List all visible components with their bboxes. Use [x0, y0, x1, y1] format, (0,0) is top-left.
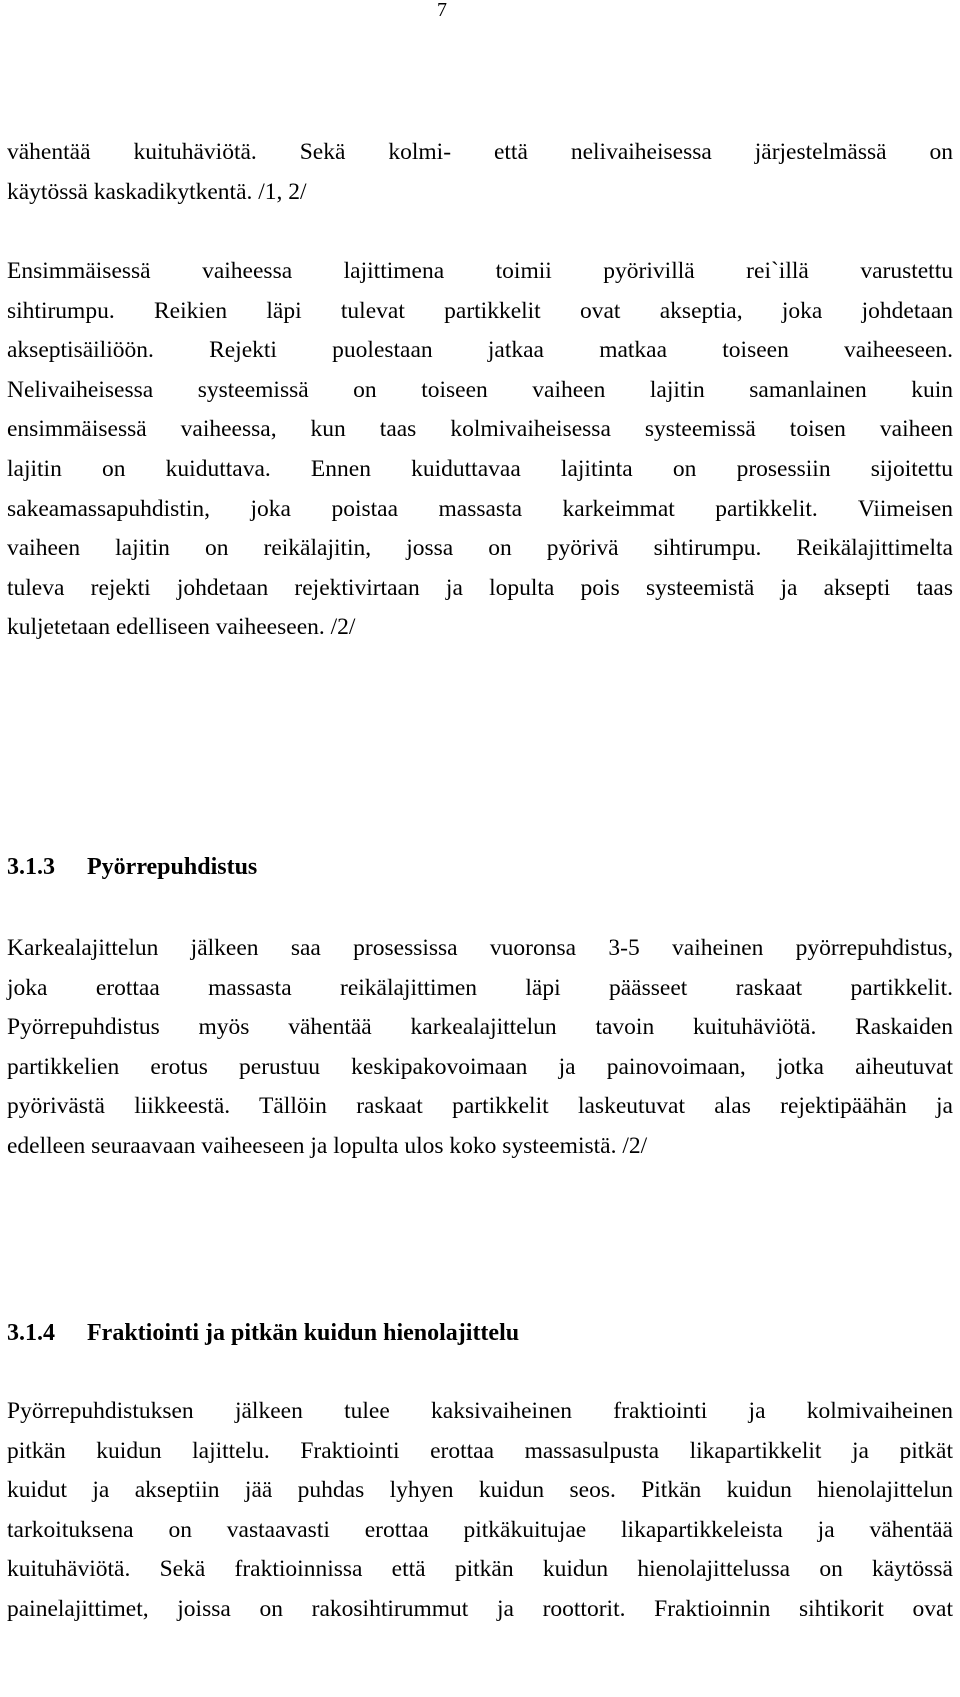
- text-line: edelleen seuraavaan vaiheeseen ja lopulta ulos koko systeemistä. /2/: [7, 1132, 648, 1159]
- text-line: Karkealajittelun jälkeen saa prosessissa vuoronsa 3-5 vaiheinen pyörrepuhdistus,: [7, 935, 953, 961]
- paragraph-2: [7, 252, 953, 648]
- text-line: kuituhäviötä. Sekä fraktioinnissa että pitkän kuidun hienolajittelussa on käytössä: [7, 1556, 953, 1583]
- section-number: 3.1.4: [7, 1320, 55, 1346]
- text-line: pitkän kuidun lajittelu. Fraktiointi erottaa massasulpusta likapartikkelit ja pitkät: [7, 1437, 953, 1464]
- text-line: käytössä kaskadikytkentä. /1, 2/: [7, 178, 307, 205]
- text-line: kuljetetaan edelliseen vaiheeseen. /2/: [7, 614, 356, 641]
- text-line: ensimmäisessä vaiheessa, kun taas kolmivaiheisessa systeemissä toisen vaiheen: [7, 416, 953, 443]
- text-line: sihtirumpu. Reikien läpi tulevat partikkelit ovat akseptia, joka johdetaan: [7, 297, 953, 324]
- section-number: 3.1.3: [7, 854, 55, 880]
- text-line: painelajittimet, joissa on rakosihtirummut ja roottorit. Fraktioinnin sihtikorit ovat: [7, 1595, 953, 1622]
- text-line: partikkelien erotus perustuu keskipakovoimaan ja painovoimaan, jotka aiheutuvat: [7, 1053, 953, 1080]
- section-title: Pyörrepuhdistus: [87, 854, 258, 880]
- text-line: joka erottaa massasta reikälajittimen läpi päässeet raskaat partikkelit.: [7, 974, 953, 1001]
- text-line: tuleva rejekti johdetaan rejektivirtaan ja lopulta pois systeemistä ja aksepti taas: [7, 574, 953, 601]
- text-line: sakeamassapuhdistin, joka poistaa massasta karkeimmat partikkelit. Viimeisen: [7, 495, 953, 522]
- paragraph-4: [7, 1392, 953, 1630]
- text-line: lajitin on kuiduttava. Ennen kuiduttavaa lajitinta on prosessiin sijoitettu: [7, 455, 953, 482]
- text-line: pyörivästä liikkeestä. Tällöin raskaat partikkelit laskeutuvat alas rejektipäähän ja: [7, 1093, 953, 1120]
- text-line: Ensimmäisessä vaiheessa lajittimena toimii pyörivillä rei`illä varustettu: [7, 258, 953, 284]
- text-line: Pyörrepuhdistuksen jälkeen tulee kaksivaiheinen fraktiointi ja kolmivaiheinen: [7, 1398, 953, 1424]
- text-line: vähentää kuituhäviötä. Sekä kolmi- että nelivaiheisessa järjestelmässä on: [7, 139, 953, 165]
- paragraph-1: [7, 133, 953, 212]
- text-line: akseptisäiliöön. Rejekti puolestaan jatkaa matkaa toiseen vaiheeseen.: [7, 337, 953, 364]
- page-number: 7: [437, 0, 447, 21]
- section-heading-3-1-4: [7, 1318, 519, 1348]
- text-line: kuidut ja akseptiin jää puhdas lyhyen kuidun seos. Pitkän kuidun hienolajittelun: [7, 1477, 953, 1504]
- text-line: tarkoituksena on vastaavasti erottaa pitkäkuitujae likapartikkeleista ja vähentää: [7, 1516, 953, 1543]
- text-line: vaiheen lajitin on reikälajitin, jossa on pyörivä sihtirumpu. Reikälajittimelta: [7, 535, 953, 562]
- text-line: Pyörrepuhdistus myös vähentää karkealajittelun tavoin kuituhäviötä. Raskaiden: [7, 1014, 953, 1041]
- section-heading-3-1-3: [7, 852, 257, 882]
- text-line: Nelivaiheisessa systeemissä on toiseen vaiheen lajitin samanlainen kuin: [7, 376, 953, 403]
- section-title: Fraktiointi ja pitkän kuidun hienolajittelu: [87, 1320, 520, 1346]
- paragraph-3: [7, 929, 953, 1167]
